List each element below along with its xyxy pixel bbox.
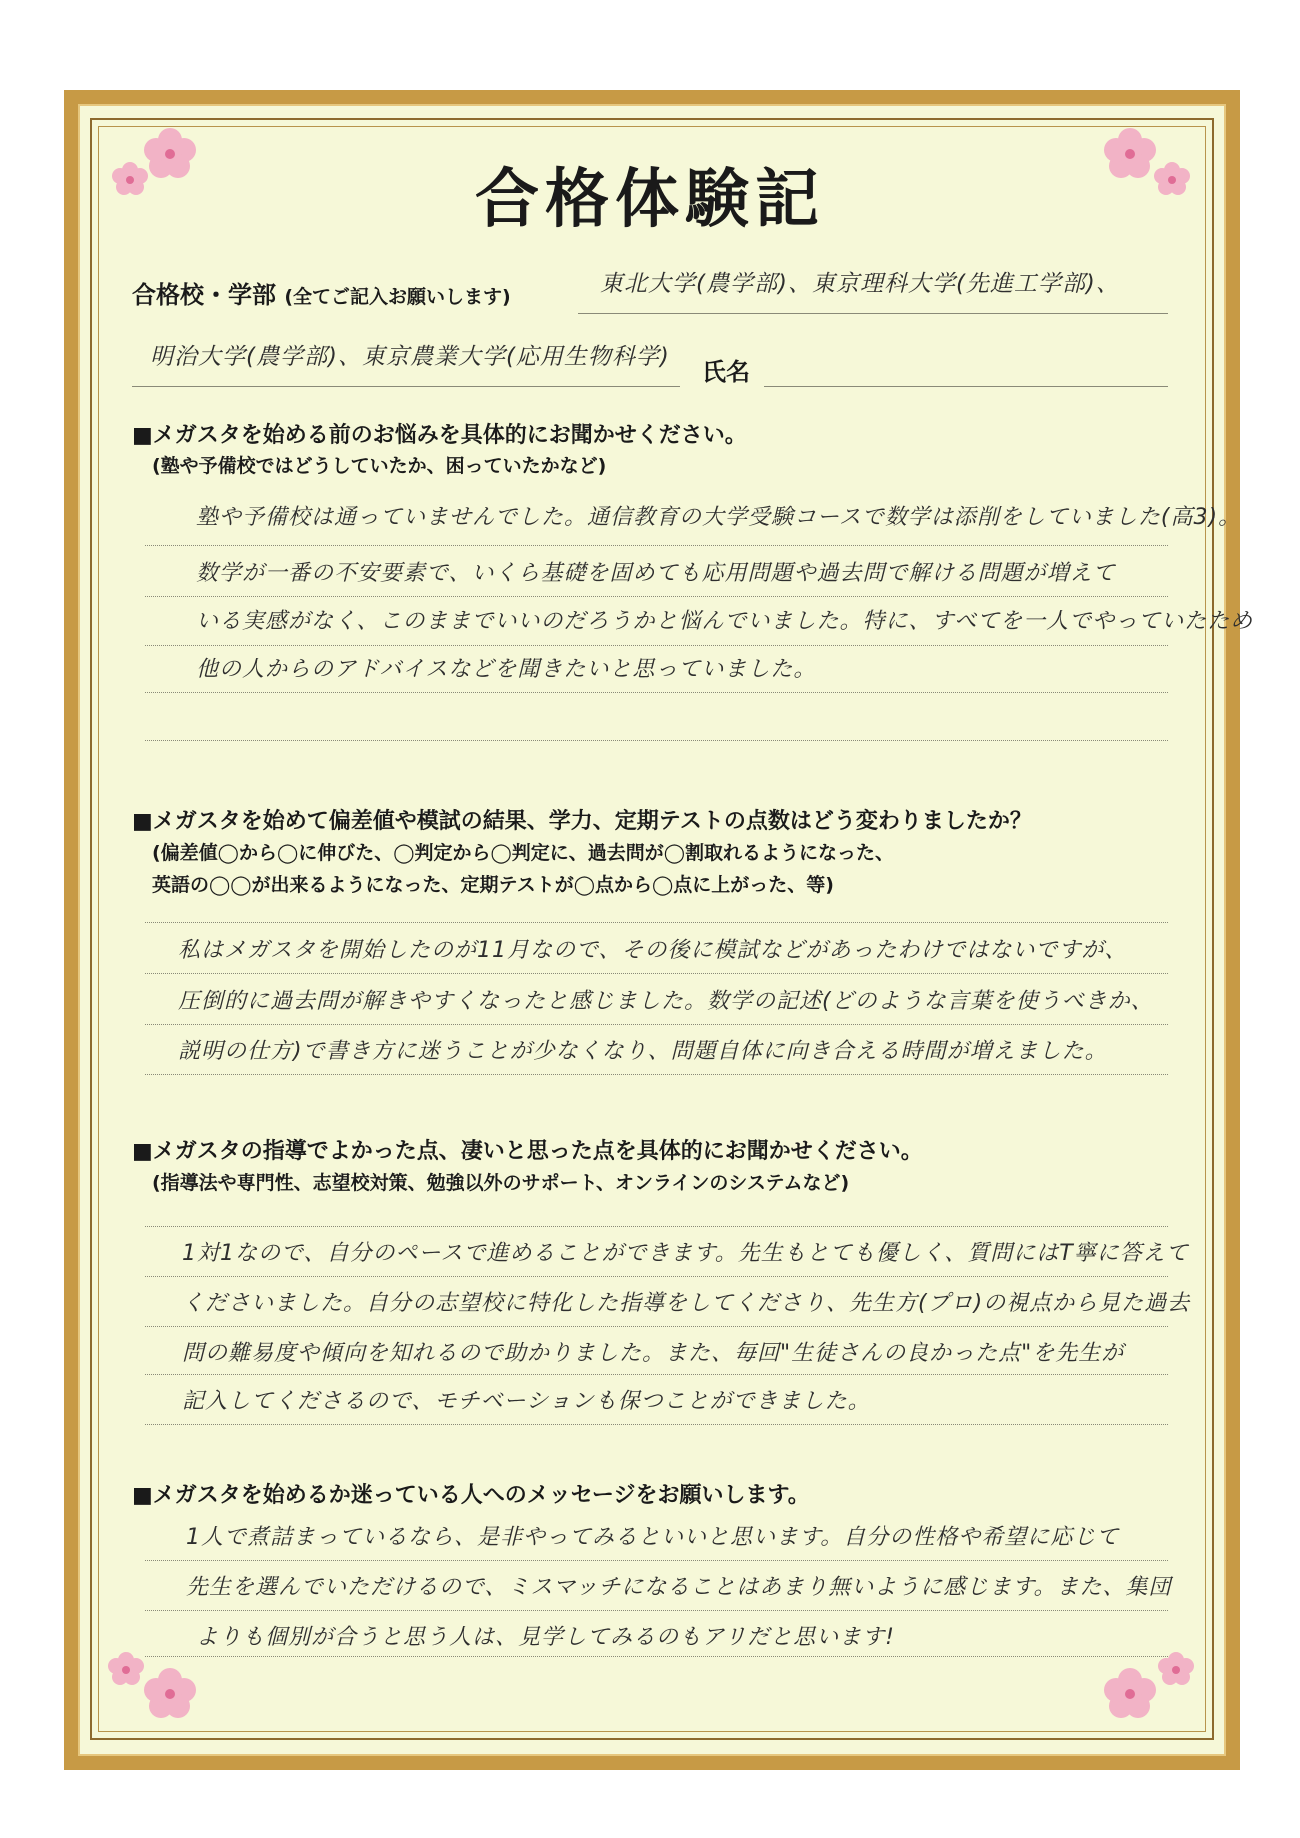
section-1-answer-line: 塾や予備校は通っていませんでした。通信教育の大学受験コースで数学は添削をしていました(高3)。 bbox=[196, 505, 1242, 530]
section-4-answer-line: 1人で煮詰まっているなら、是非やってみるといいと思います。自分の性格や希望に応じて bbox=[186, 1525, 1120, 1550]
answer-rule bbox=[145, 922, 1168, 923]
section-1-answer-line: 数学が一番の不安要素で、いくら基礎を固めても応用問題や過去問で解ける問題が増えて bbox=[196, 561, 1116, 586]
section-1-answer-line: いる実感がなく、このままでいいのだろうかと悩んでいました。特に、すべてを一人でやっていたため bbox=[196, 609, 1254, 634]
school-label bbox=[132, 275, 511, 310]
section-4-answer-line: よりも個別が合うと思う人は、見学してみるのもアリだと思います! bbox=[196, 1625, 895, 1650]
answer-rule bbox=[145, 740, 1168, 741]
answer-rule bbox=[145, 1610, 1168, 1611]
answer-rule bbox=[145, 1656, 1168, 1657]
answer-rule bbox=[145, 1276, 1168, 1277]
answer-rule bbox=[145, 1424, 1168, 1425]
school-rule-2 bbox=[132, 386, 680, 387]
answer-rule bbox=[145, 1226, 1168, 1227]
answer-rule bbox=[145, 1326, 1168, 1327]
section-4-question: ■メガスタを始めるか迷っている人へのメッセージをお願いします。 bbox=[132, 1483, 810, 1508]
answer-rule bbox=[145, 1560, 1168, 1561]
answer-rule bbox=[145, 973, 1168, 974]
section-2-answer-line: 圧倒的に過去問が解きやすくなったと感じました。数学の記述(どのような言葉を使うべきか、 bbox=[178, 989, 1154, 1014]
name-label: 氏名 bbox=[702, 358, 750, 386]
section-3-answer-line: 記入してくださるので、モチベーションも保つことができました。 bbox=[182, 1389, 871, 1414]
section-3-sub: (指導法や専門性、志望校対策、勉強以外のサポート、オンラインのシステムなど) bbox=[152, 1172, 850, 1194]
section-2-answer-line: 私はメガスタを開始したのが11月なので、その後に模試などがあったわけではないですが、 bbox=[178, 938, 1128, 963]
section-3-answer-line: くださいました。自分の志望校に特化した指導をしてくださり、先生方(プロ)の視点から見た過去 bbox=[182, 1291, 1191, 1316]
section-2-question: ■メガスタを始めて偏差値や模試の結果、学力、定期テストの点数はどう変わりましたか？ bbox=[132, 809, 1032, 834]
cherry-blossom-icon bbox=[100, 1630, 210, 1740]
school-rule-1 bbox=[578, 313, 1168, 314]
answer-rule bbox=[145, 1024, 1168, 1025]
answer-rule bbox=[145, 1374, 1168, 1375]
section-1-question: ■メガスタを始める前のお悩みを具体的にお聞かせください。 bbox=[132, 423, 747, 448]
school-label-note: (全てご記入お願いします) bbox=[284, 286, 511, 308]
answer-rule bbox=[145, 645, 1168, 646]
cherry-blossom-icon bbox=[1090, 1630, 1200, 1740]
answer-rule bbox=[145, 1074, 1168, 1075]
section-2-sub: (偏差値◯から◯に伸びた、◯判定から◯判定に、過去問が◯割取れるようになった、 bbox=[152, 842, 895, 864]
page-title: 合格体験記 bbox=[475, 162, 825, 237]
name-rule bbox=[764, 386, 1168, 387]
section-2-sub: 英語の◯◯が出来るようになった、定期テストが◯点から◯点に上がった、等) bbox=[152, 874, 834, 896]
section-1-sub: (塾や予備校ではどうしていたか、困っていたかなど) bbox=[152, 455, 607, 477]
section-4-answer-line: 先生を選んでいただけるので、ミスマッチになることはあまり無いように感じます。また、集団 bbox=[186, 1575, 1172, 1600]
answer-rule bbox=[145, 596, 1168, 597]
section-3-answer-line: 1対1なので、自分のペースで進めることができます。先生もとても優しく、質問にはT寧に答えて bbox=[182, 1241, 1189, 1266]
section-3-answer-line: 問の難易度や傾向を知れるので助かりました。また、毎回"生徒さんの良かった点"を先生が bbox=[182, 1341, 1125, 1366]
answer-rule bbox=[145, 692, 1168, 693]
school-line-2: 明治大学(農学部)、東京農業大学(応用生物科学) bbox=[150, 344, 670, 370]
school-line-1: 東北大学(農学部)、東京理科大学(先進工学部)、 bbox=[600, 271, 1120, 297]
school-label-text: 合格校・学部 bbox=[132, 281, 276, 309]
section-3-question: ■メガスタの指導でよかった点、凄いと思った点を具体的にお聞かせください。 bbox=[132, 1139, 923, 1164]
answer-rule bbox=[145, 545, 1168, 546]
section-2-answer-line: 説明の仕方)で書き方に迷うことが少なくなり、問題自体に向き合える時間が増えました。 bbox=[178, 1039, 1108, 1064]
section-1-answer-line: 他の人からのアドバイスなどを聞きたいと思っていました。 bbox=[196, 657, 817, 682]
